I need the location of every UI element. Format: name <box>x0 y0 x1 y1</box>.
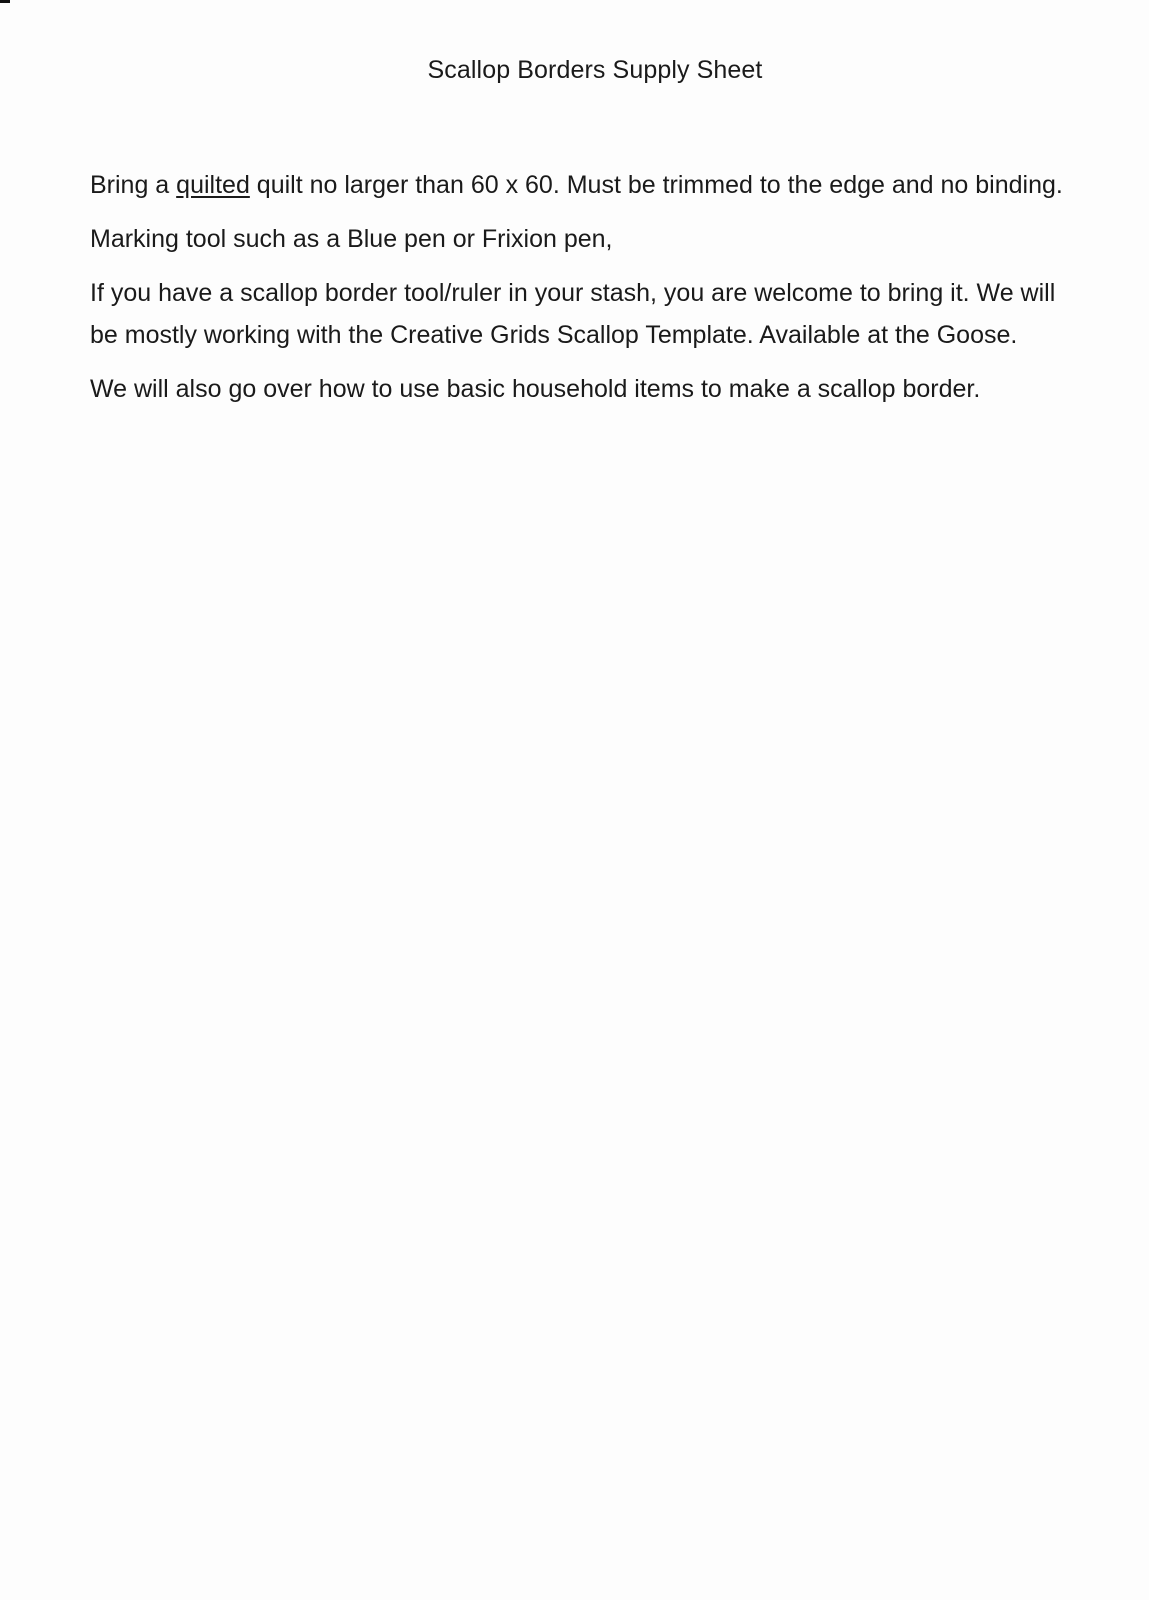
scan-edge-mark <box>0 0 10 3</box>
paragraph-quilt-requirement <box>90 164 1080 206</box>
document-body <box>90 164 1080 422</box>
underlined-word: quilted <box>176 171 250 199</box>
paragraph-scallop-tool: If you have a scallop border tool/ruler in your stash, you are welcome to bring it. We will be mostly working with the Creative Grids Scallop Template. Available at the Goose. <box>90 279 1056 349</box>
paragraph-text: Bring a <box>90 171 177 199</box>
page-title: Scallop Borders Supply Sheet <box>427 56 763 84</box>
paragraph-marking-tool: Marking tool such as a Blue pen or Frixion pen, <box>90 225 613 253</box>
paragraph-household-items: We will also go over how to use basic household items to make a scallop border. <box>90 375 981 403</box>
paragraph-text: quilt no larger than 60 x 60. Must be trimmed to the edge and no binding. <box>249 171 1063 199</box>
